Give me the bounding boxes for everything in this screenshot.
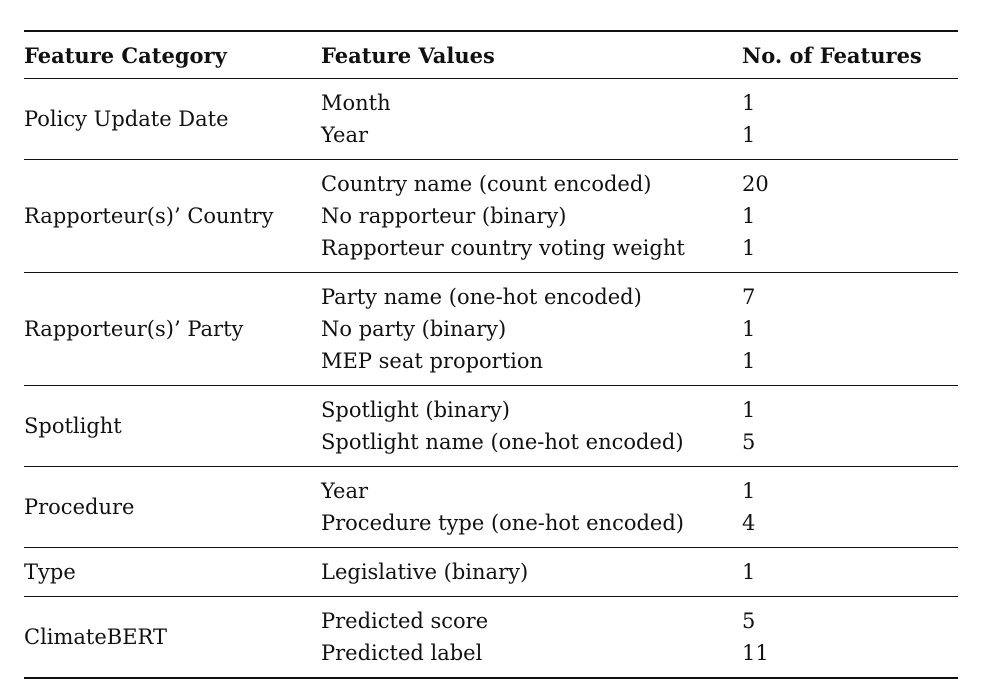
- feature-value: Party name (one-hot encoded): [321, 285, 642, 309]
- feature-count: 7: [742, 285, 756, 309]
- table-row: [24, 548, 958, 597]
- feature-count: 20: [742, 172, 769, 196]
- group-spotlight: [24, 386, 958, 467]
- header-row: [24, 31, 958, 79]
- table-header: [24, 31, 958, 79]
- counts-cell: [742, 597, 958, 679]
- group-rapporteur-country: [24, 160, 958, 273]
- category-cell: Type: [24, 548, 321, 597]
- counts-cell: [742, 79, 958, 160]
- feature-value: No party (binary): [321, 317, 507, 341]
- feature-value: Legislative (binary): [321, 560, 529, 584]
- category-cell: Rapporteur(s)’ Party: [24, 273, 321, 386]
- header-feature-values: Feature Values: [321, 31, 742, 79]
- values-cell: [321, 386, 742, 467]
- feature-count: 4: [742, 511, 756, 535]
- counts-cell: [742, 273, 958, 386]
- feature-count: 11: [742, 641, 769, 665]
- values-cell: [321, 273, 742, 386]
- feature-table-container: [24, 30, 958, 679]
- feature-value: Predicted label: [321, 641, 483, 665]
- feature-value: Procedure type (one-hot encoded): [321, 511, 684, 535]
- feature-count: 1: [742, 123, 756, 147]
- values-cell: [321, 597, 742, 679]
- table-row: [24, 79, 958, 160]
- group-type: [24, 548, 958, 597]
- category-cell: Rapporteur(s)’ Country: [24, 160, 321, 273]
- feature-value: No rapporteur (binary): [321, 204, 567, 228]
- feature-table: [24, 30, 958, 679]
- category-cell: ClimateBERT: [24, 597, 321, 679]
- category-cell: Spotlight: [24, 386, 321, 467]
- counts-cell: [742, 467, 958, 548]
- counts-cell: [742, 548, 958, 597]
- counts-cell: [742, 160, 958, 273]
- feature-value: Predicted score: [321, 609, 489, 633]
- counts-cell: [742, 386, 958, 467]
- feature-count: 1: [742, 317, 756, 341]
- category-cell: Procedure: [24, 467, 321, 548]
- values-cell: [321, 548, 742, 597]
- table-row: [24, 597, 958, 679]
- table-row: [24, 273, 958, 386]
- feature-count: 5: [742, 609, 756, 633]
- feature-value: Spotlight name (one-hot encoded): [321, 430, 684, 454]
- feature-count: 1: [742, 349, 756, 373]
- header-number-of-features: No. of Features: [742, 31, 958, 79]
- feature-count: 1: [742, 560, 756, 584]
- values-cell: [321, 160, 742, 273]
- group-rapporteur-party: [24, 273, 958, 386]
- group-climatebert: [24, 597, 958, 679]
- table-row: [24, 467, 958, 548]
- feature-count: 1: [742, 204, 756, 228]
- group-policy-update-date: [24, 79, 958, 160]
- values-cell: [321, 79, 742, 160]
- feature-count: 1: [742, 91, 756, 115]
- feature-count: 1: [742, 479, 756, 503]
- feature-value: Country name (count encoded): [321, 172, 652, 196]
- header-feature-category: Feature Category: [24, 31, 321, 79]
- table-row: [24, 160, 958, 273]
- feature-value: MEP seat proportion: [321, 349, 544, 373]
- feature-count: 5: [742, 430, 756, 454]
- values-cell: [321, 467, 742, 548]
- group-procedure: [24, 467, 958, 548]
- feature-value: Spotlight (binary): [321, 398, 510, 422]
- category-cell: Policy Update Date: [24, 79, 321, 160]
- feature-value: Year: [321, 479, 369, 503]
- feature-value: Month: [321, 91, 391, 115]
- feature-count: 1: [742, 236, 756, 260]
- feature-value: Rapporteur country voting weight: [321, 236, 685, 260]
- feature-count: 1: [742, 398, 756, 422]
- feature-value: Year: [321, 123, 369, 147]
- table-row: [24, 386, 958, 467]
